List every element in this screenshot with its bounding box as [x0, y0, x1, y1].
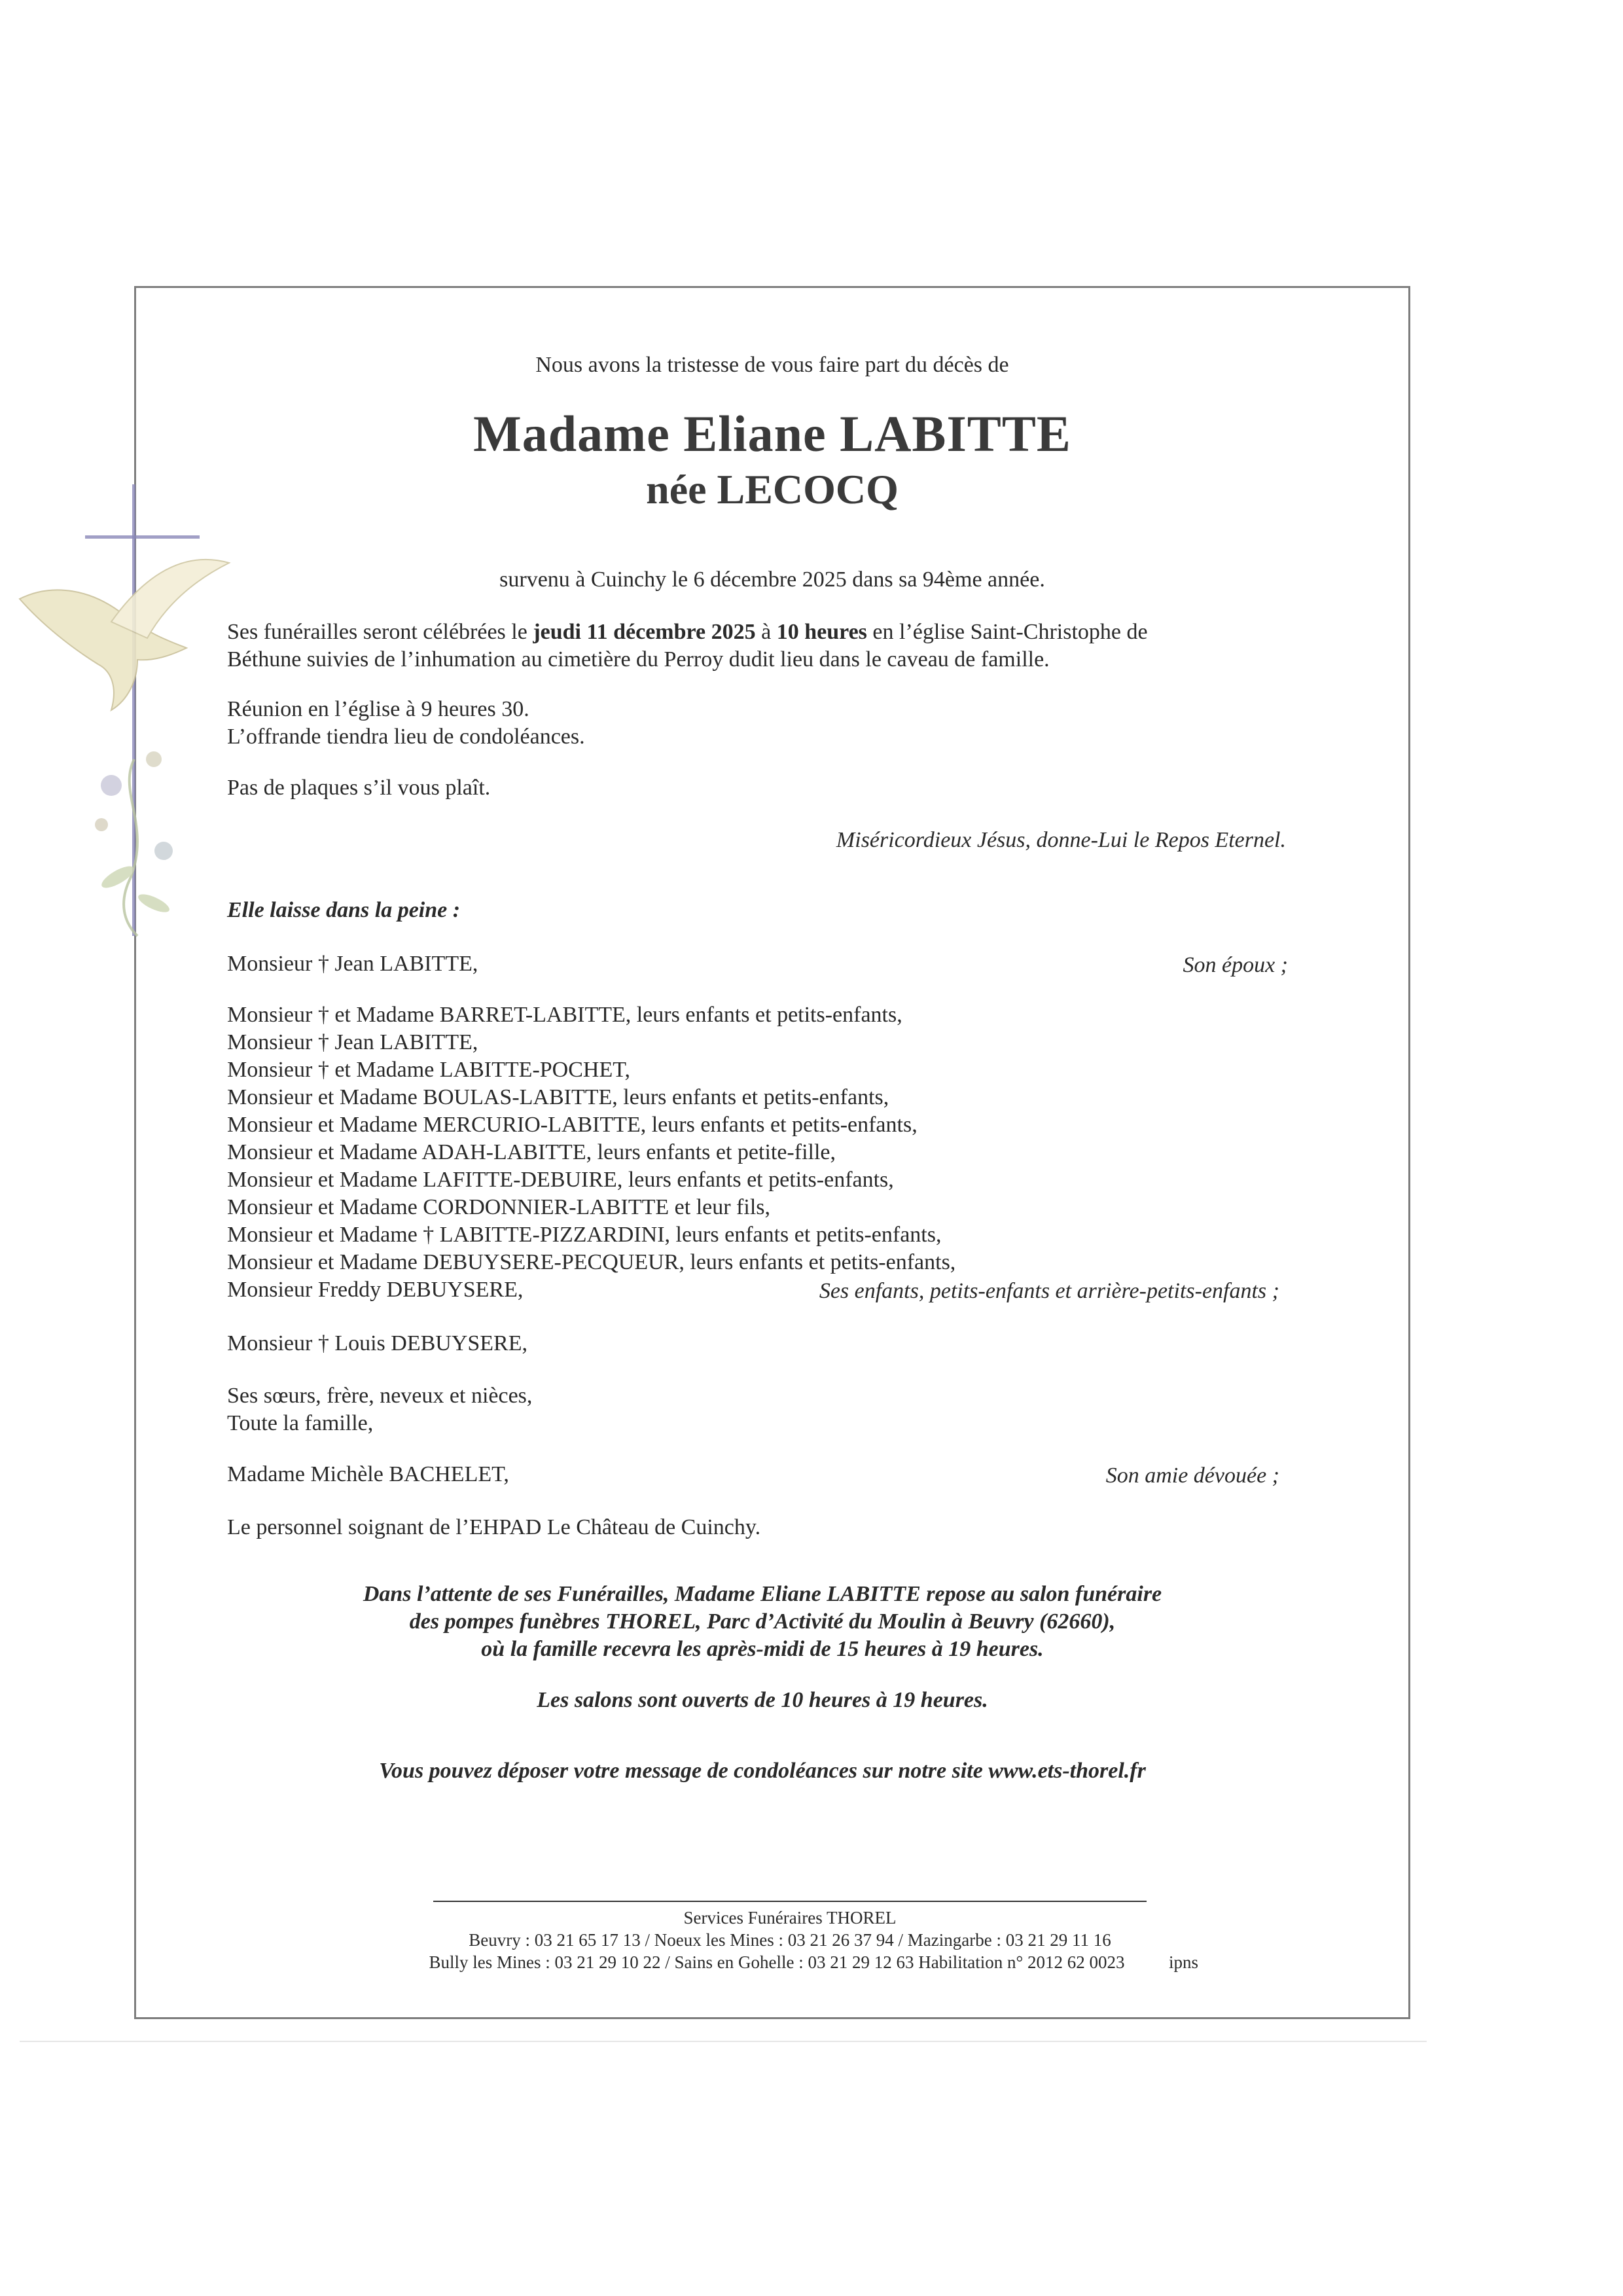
children-item: Monsieur et Madame LAFITTE-DEBUIRE, leurs enfants et petits-enfants, — [227, 1168, 894, 1192]
children-item: Monsieur et Madame † LABITTE-PIZZARDINI, leurs enfants et petits-enfants, — [227, 1223, 942, 1247]
children-item: Monsieur † et Madame BARRET-LABITTE, leurs enfants et petits-enfants, — [227, 1003, 902, 1027]
website-notice: Vous pouvez déposer votre message de condoléances sur notre site www.ets-thorel.fr — [379, 1759, 1146, 1783]
children-item: Monsieur et Madame MERCURIO-LABITTE, leurs enfants et petits-enfants, — [227, 1113, 918, 1137]
maiden-name: née LECOCQ — [646, 466, 899, 512]
no-plaques-text: Pas de plaques s’il vous plaît. — [227, 776, 491, 800]
staff-text: Le personnel soignant de l’EHPAD Le Château de Cuinchy. — [227, 1515, 761, 1539]
cross-dove-decoration — [13, 484, 249, 942]
children-item: Monsieur † Jean LABITTE, — [227, 1030, 478, 1054]
children-item: Monsieur † et Madame LABITTE-POCHET, — [227, 1058, 630, 1082]
footer-separator — [433, 1901, 1147, 1902]
children-item: Monsieur et Madame BOULAS-LABITTE, leurs enfants et petits-enfants, — [227, 1085, 889, 1109]
children-item: Monsieur et Madame ADAH-LABITTE, leurs enfants et petite-fille, — [227, 1140, 836, 1164]
meeting-text: Réunion en l’église à 9 heures 30. — [227, 697, 529, 721]
prayer-text: Miséricordieux Jésus, donne-Lui le Repos Eternel. — [836, 828, 1286, 852]
funeral-line-1: Ses funérailles seront célébrées le jeudi 11 décembre 2025 à 10 heures en l’église Saint-Christophe de — [227, 620, 1148, 644]
offering-text: L’offrande tiendra lieu de condoléances. — [227, 725, 585, 749]
cross-icon — [85, 484, 200, 936]
family-text: Toute la famille, — [227, 1411, 374, 1435]
mourners-heading: Elle laisse dans la peine : — [227, 898, 461, 922]
death-line: survenu à Cuinchy le 6 décembre 2025 dans sa 94ème année. — [499, 567, 1045, 592]
children-item: Monsieur Freddy DEBUYSERE, — [227, 1278, 524, 1302]
children-item: Monsieur et Madame DEBUYSERE-PECQUEUR, leurs enfants et petits-enfants, — [227, 1250, 956, 1274]
children-item: Monsieur et Madame CORDONNIER-LABITTE et leur fils, — [227, 1195, 770, 1219]
footer-phones: Bully les Mines : 03 21 29 10 22 / Sains en Gohelle : 03 21 29 12 63 Habilitation n° 2012 62 0023 — [429, 1952, 1125, 1972]
friend-role: Son amie dévouée ; — [1105, 1463, 1279, 1488]
rest-notice-line: où la famille recevra les après-midi de 15 heures à 19 heures. — [481, 1637, 1044, 1661]
salons-hours: Les salons sont ouverts de 10 heures à 19 heures. — [537, 1688, 988, 1712]
spouse-name: Monsieur † Jean LABITTE, — [227, 952, 478, 976]
footer-company: Services Funéraires THOREL — [683, 1908, 897, 1928]
footer-phones: Beuvry : 03 21 65 17 13 / Noeux les Mines : 03 21 26 37 94 / Mazingarbe : 03 21 29 11 16 — [469, 1930, 1111, 1950]
page-divider — [20, 2041, 1427, 2042]
spouse-role: Son époux ; — [1183, 953, 1288, 977]
children-role: Ses enfants, petits-enfants et arrière-petits-enfants ; — [819, 1279, 1279, 1303]
rest-notice-line: Dans l’attente de ses Funérailles, Madame Eliane LABITTE repose au salon funéraire — [363, 1582, 1162, 1606]
intro-text: Nous avons la tristesse de vous faire part du décès de — [535, 353, 1009, 377]
brother-name: Monsieur † Louis DEBUYSERE, — [227, 1331, 527, 1355]
rest-notice-line: des pompes funèbres THOREL, Parc d’Activité du Moulin à Beuvry (62660), — [409, 1609, 1116, 1634]
funeral-line-2: Béthune suivies de l’inhumation au cimetière du Perroy dudit lieu dans le caveau de famille. — [227, 647, 1050, 672]
family-text: Ses sœurs, frère, neveux et nièces, — [227, 1384, 533, 1408]
deceased-name: Madame Eliane LABITTE — [473, 405, 1071, 462]
friend-name: Madame Michèle BACHELET, — [227, 1462, 509, 1486]
footer-tag: ipns — [1169, 1952, 1199, 1972]
